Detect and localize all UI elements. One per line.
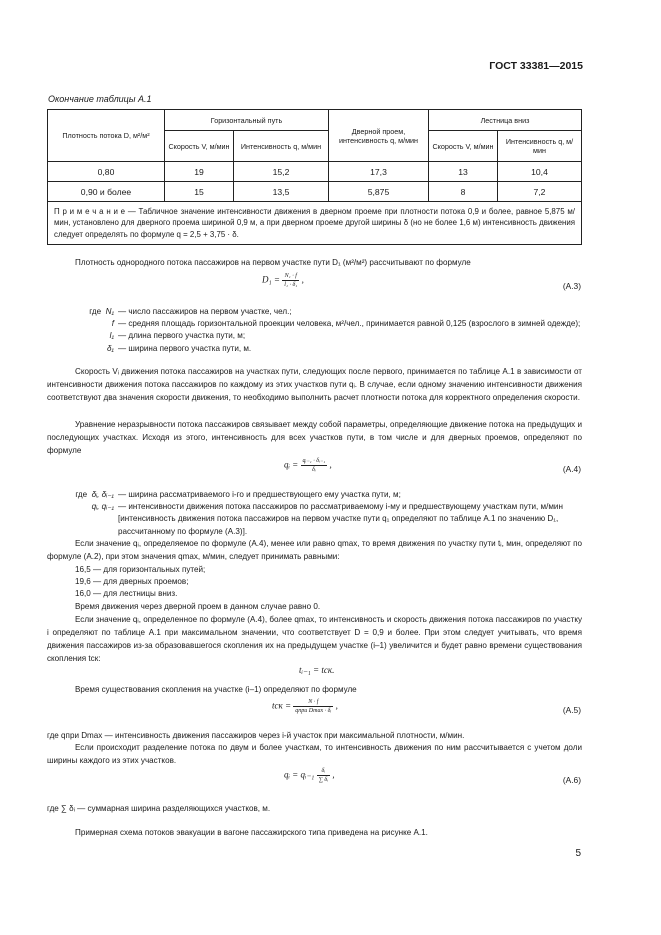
paragraph-exceed: Если значение qᵢ, определенное по формуле (А.4), более qmax, то интенсивность и скорость движения потока пассажиров по участку i определяют по таблице А.1 при максимальном значении, что соответствует D = 0,9 и более. При этом следует учитывать, что время движения пассажиров из-за образовавшегося скопления их на предыдущем участке (i–1) увеличится и будет равно времени существования скопления tск: xyxy=(47,615,582,664)
paragraph-density: Плотность однородного потока пассажиров на первом участке пути D₁ (м²/м²) рассчитывают по формуле xyxy=(75,258,471,267)
cell: 8 xyxy=(429,182,498,202)
equation-tsk: tᵢ₋₁ = tск. xyxy=(299,665,335,675)
col-door-header: Дверной проем, интенсивность q, м/мин xyxy=(329,110,429,162)
equation-a3: D₁ = $\frac{\text{N₁ · f}}{\text{l₁ · δ₁}}$ , xyxy=(262,273,304,288)
cell: 13,5 xyxy=(234,182,329,202)
paragraph-door-time: Время движения через дверной проем в данном случае равно 0. xyxy=(75,602,321,611)
paragraph-qdmax-def: где qпри Dmax — интенсивность движения пассажиров через i-й участок при максимальной плотности, м/мин. xyxy=(47,731,465,740)
equation-number-a3: (А.3) xyxy=(562,281,581,291)
paragraph-speed: Скорость Vᵢ движения потока пассажиров на участках пути, следующих после первого, принимается по таблице А.1 в зависимости от интенсивности движения потока пассажиров по каждому из этих участков пути qᵢ. В случае, если одному значению интенсивности движения соответствуют два значения скорости движения, то необходимо выполнить расчет плотности потока для корректного определения скорости. xyxy=(47,367,582,403)
paragraph-sum-def: где ∑ δᵢ — суммарная ширина разделяющихся участков, м. xyxy=(47,804,271,813)
col-s-intensity-header: Интенсивность q, м/мин xyxy=(498,131,582,162)
equation-number-a4: (А.4) xyxy=(562,464,581,474)
equation-a6: qᵢ = qᵢ₋₁ $\frac{\text{δᵢ}}{\text{∑ δᵢ}}$ , xyxy=(284,768,335,783)
paragraph-split: Если происходит разделение потока по двум и более участкам, то интенсивность движения по ним рассчитывается с учетом доли ширины каждого из этих участков. xyxy=(47,743,582,766)
col-density-header: Плотность потока D, м²/м² xyxy=(48,110,165,162)
equation-a5: tск = $\frac{N \cdot f}{\text{qпри Dmax · δᵢ}}$ , xyxy=(272,699,338,714)
cell: 15 xyxy=(165,182,234,202)
table-row xyxy=(48,182,582,202)
paragraph-continuity: Уравнение неразрывности потока пассажиров связывает между собой параметры, определяющие движение потока на предыдущих и последующих участках. Исходя из этого, интенсивность для всех участков пути, в том числе и для дверных проемов, определяют по формуле xyxy=(47,420,582,456)
equation-number-a6: (А.6) xyxy=(562,775,581,785)
group-horizontal-header: Горизонтальный путь xyxy=(165,110,329,131)
table-row xyxy=(48,162,582,182)
cell: 7,2 xyxy=(498,182,582,202)
cell: 17,3 xyxy=(329,162,429,182)
col-s-speed-header: Скорость V, м/мин xyxy=(429,131,498,162)
document-code: ГОСТ 33381—2015 xyxy=(489,60,583,72)
equation-a4: qᵢ = $\frac{\text{qᵢ₋₁ · δᵢ₋₁}}{\text{δᵢ}}$ , xyxy=(284,458,332,473)
cell: 15,2 xyxy=(234,162,329,182)
definitions-a4: где δᵢ, δᵢ₋₁ — ширина рассматриваемого i-го и предшествующего ему участка пути, м; qᵢ, qᵢ₋₁ — интенсивности движения потока пассажиров по рассматриваемому i-му и предшествующему участкам пути, м/мин [интенсивность движения потока пассажиров на первом участке пути q₁ определяют по таблице А.1 по значению D₁, рассчитанному по формуле (А.3)]. xyxy=(75,490,563,536)
equation-number-a5: (А.5) xyxy=(562,705,581,715)
cell: 5,875 xyxy=(329,182,429,202)
list-item: 19,6 — для дверных проемов; xyxy=(75,577,189,586)
col-h-speed-header: Скорость V, м/мин xyxy=(165,131,234,162)
cell: 0,90 и более xyxy=(48,182,165,202)
cell: 0,80 xyxy=(48,162,165,182)
cell: 10,4 xyxy=(498,162,582,182)
col-h-intensity-header: Интенсивность q, м/мин xyxy=(234,131,329,162)
page-number: 5 xyxy=(575,848,581,859)
list-item: 16,5 — для горизонтальных путей; xyxy=(75,565,206,574)
group-stairs-header: Лестница вниз xyxy=(429,110,582,131)
data-table xyxy=(47,109,582,245)
paragraph-qmax: Если значение qᵢ, определяемое по формуле (А.4), менее или равно qmax, то время движения по участку пути tᵢ, мин, определяют по формуле (А.2), при этом значения qmax, м/мин, следует принимать равными: xyxy=(47,539,582,562)
paragraph-scheme-ref: Примерная схема потоков эвакуации в вагоне пассажирского типа приведена на рисунке А.1. xyxy=(75,828,428,837)
table-note: П р и м е ч а н и е — Табличное значение интенсивности движения в дверном проеме при плотности потока 0,9 и более, равное 5,875 м/мин, установлено для дверного проема шириной 0,9 м, а при дверном проеме другой ширины δ (но не более 1,6 м) интенсивность движения следует определять по формуле q = 2,5 + 3,75 · δ. xyxy=(48,202,582,245)
cell: 19 xyxy=(165,162,234,182)
table-caption: Окончание таблицы А.1 xyxy=(48,94,152,104)
list-item: 16,0 — для лестницы вниз. xyxy=(75,589,178,598)
cell: 13 xyxy=(429,162,498,182)
paragraph-cluster-time: Время существования скопления на участке (i–1) определяют по формуле xyxy=(75,685,357,694)
definitions-a3: где N₁ — число пассажиров на первом участке, чел.; f — средняя площадь горизонтальной проекции человека, м²/чел., принимается равной 0,125 (взрослого в зимней одежде); l₁ — длина первого участка пути, м; δ₁ — ширина первого участка пути, м. xyxy=(89,307,581,353)
